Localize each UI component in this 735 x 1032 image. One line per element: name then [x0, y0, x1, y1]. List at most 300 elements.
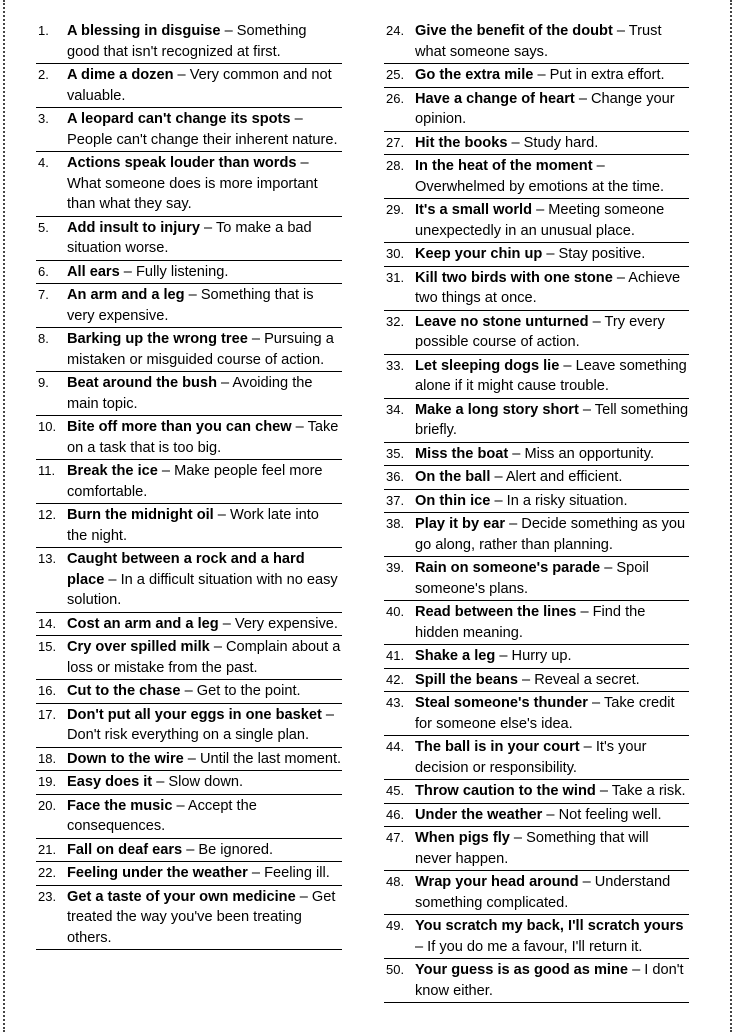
idiom-number: 39.	[386, 560, 405, 575]
idiom-definition: Alert and efficient.	[505, 469, 623, 485]
idiom-text	[415, 356, 689, 397]
idiom-dash: –	[600, 560, 617, 576]
idiom-term: The ball is in your court	[415, 739, 580, 755]
idiom-dash: –	[184, 287, 201, 303]
idiom-number: 32.	[386, 313, 405, 329]
idiom-item	[384, 311, 689, 355]
idiom-term: Fall on deaf ears	[67, 841, 183, 858]
idiom-text	[67, 285, 342, 326]
idiom-item	[36, 680, 342, 704]
idiom-definition: Tell something briefly.	[415, 401, 689, 438]
idiom-number: 13.	[38, 551, 57, 566]
idiom-number: 31.	[386, 269, 405, 285]
idiom-text	[67, 461, 342, 502]
idiom-text	[415, 828, 689, 869]
idiom-definition: Work late into the night.	[67, 507, 319, 544]
idiom-term: Steal someone's thunder	[415, 695, 588, 711]
idiom-item	[384, 513, 689, 557]
idiom-definition: Put in extra effort.	[549, 67, 665, 83]
idiom-definition: Something good that isn't recognized at first.	[67, 23, 307, 60]
idiom-dash: –	[578, 874, 595, 890]
idiom-text	[67, 329, 342, 370]
idiom-definition: Overwhelmed by emotions at the time.	[415, 178, 665, 195]
idiom-definition: Trust what someone says.	[415, 23, 662, 60]
idiom-number: 42.	[386, 671, 405, 687]
idiom-term: On the ball	[415, 469, 491, 485]
idiom-dash: –	[119, 263, 136, 280]
idiom-number: 8.	[38, 331, 49, 346]
idiom-item	[384, 132, 689, 156]
idiom-definition: Reveal a secret.	[534, 671, 640, 688]
idiom-text	[67, 772, 342, 793]
idiom-term: On thin ice	[415, 492, 491, 509]
idiom-term: Go the extra mile	[415, 67, 534, 83]
idiom-dash: –	[321, 706, 335, 723]
idiom-item	[384, 267, 689, 311]
idiom-definition: In a difficult situation with no easy solution.	[67, 571, 338, 608]
idiom-dash: –	[576, 604, 593, 620]
idiom-text	[415, 646, 689, 667]
idiom-number: 33.	[386, 357, 405, 373]
idiom-term: Get a taste of your own medicine	[67, 888, 296, 905]
idiom-dash: –	[542, 246, 559, 262]
idiom-term: Read between the lines	[415, 604, 577, 620]
idiom-term: Easy does it	[67, 774, 153, 790]
idiom-dash: –	[508, 445, 525, 462]
idiom-definition: Take on a task that is too big.	[67, 419, 339, 456]
idiom-item	[384, 355, 689, 399]
idiom-text	[67, 549, 342, 611]
idiom-item	[384, 155, 689, 199]
idiom-term: Caught between a rock and a hard place	[67, 551, 305, 588]
idiom-item	[384, 64, 689, 88]
idiom-text	[67, 262, 342, 283]
idiom-number: 38.	[386, 516, 405, 531]
idiom-dash: –	[612, 269, 629, 286]
idiom-dash: –	[595, 783, 612, 799]
idiom-item	[36, 20, 342, 64]
idiom-number: 23.	[38, 888, 57, 904]
idiom-dash: –	[247, 865, 265, 881]
idiom-text	[415, 781, 689, 802]
idiom-text	[415, 200, 689, 241]
idiom-definition: Take credit for someone else's idea.	[415, 695, 675, 732]
idiom-text	[415, 156, 689, 197]
idiom-definition: Meeting someone unexpectedly in an unusual place.	[415, 202, 665, 239]
idiom-term: Give the benefit of the doubt	[415, 23, 613, 39]
idiom-number: 46.	[386, 806, 405, 822]
idiom-dash: –	[152, 774, 169, 790]
idiom-number: 11.	[38, 463, 56, 478]
idiom-definition: Understand something complicated.	[415, 874, 671, 911]
idiom-term: Leave no stone unturned	[415, 313, 589, 330]
idiom-term: Let sleeping dogs lie	[415, 357, 560, 374]
idiom-text	[67, 21, 342, 62]
idiom-definition: Very expensive.	[234, 615, 338, 632]
right-dotted-border	[730, 0, 732, 1032]
idiom-number: 43.	[386, 695, 405, 710]
idiom-list-left-column	[36, 20, 342, 950]
idiom-term: Break the ice	[67, 463, 158, 479]
idiom-item	[384, 20, 689, 64]
idiom-number: 6.	[38, 263, 49, 279]
idiom-term: Feeling under the weather	[67, 865, 248, 881]
idiom-definition: Decide something as you go along, rather than planning.	[415, 516, 686, 553]
idiom-term: Make a long story short	[415, 401, 579, 418]
idiom-term: Throw caution to the wind	[415, 783, 596, 799]
idiom-number: 19.	[38, 774, 57, 789]
idiom-term: Under the weather	[415, 806, 543, 823]
idiom-dash: –	[587, 695, 604, 711]
idiom-text	[67, 637, 342, 678]
idiom-item	[36, 64, 342, 108]
idiom-text	[415, 805, 689, 826]
idiom-item	[36, 704, 342, 748]
idiom-item	[384, 827, 689, 871]
idiom-term: Cut to the chase	[67, 683, 181, 699]
idiom-dash: –	[183, 750, 200, 767]
idiom-item	[36, 613, 342, 637]
idiom-dash: –	[505, 516, 522, 532]
idiom-number: 24.	[386, 23, 405, 38]
idiom-term: Keep your chin up	[415, 246, 543, 262]
idiom-item	[36, 748, 342, 772]
idiom-item	[384, 645, 689, 669]
idiom-text	[67, 796, 342, 837]
idiom-dash: –	[574, 90, 592, 107]
idiom-definition: Accept the consequences.	[67, 797, 257, 834]
idiom-definition: Take a risk.	[611, 783, 686, 799]
idiom-number: 49.	[386, 918, 405, 933]
idiom-text	[415, 872, 689, 913]
idiom-number: 40.	[386, 604, 405, 619]
idiom-text	[67, 863, 342, 884]
idiom-number: 3.	[38, 111, 49, 126]
idiom-text	[415, 960, 689, 1001]
idiom-dash: –	[533, 67, 550, 83]
idiom-text	[67, 65, 342, 106]
idiom-definition: If you do me a favour, I'll return it.	[427, 938, 643, 955]
idiom-term: An arm and a leg	[67, 287, 185, 303]
idiom-dash: –	[490, 492, 507, 509]
idiom-number: 5.	[38, 219, 49, 235]
idiom-number: 34.	[386, 401, 405, 417]
idiom-term: Spill the beans	[415, 671, 518, 688]
idiom-term: Beat around the bush	[67, 375, 217, 391]
idiom-number: 1.	[38, 23, 49, 38]
idiom-term: Shake a leg	[415, 648, 496, 664]
idiom-number: 20.	[38, 797, 57, 813]
idiom-dash: –	[612, 23, 629, 39]
idiom-definition: Miss an opportunity.	[524, 445, 654, 462]
idiom-list-right-column	[384, 20, 689, 1003]
idiom-definition: It's your decision or responsibility.	[415, 739, 647, 776]
idiom-dash: –	[507, 134, 524, 151]
idiom-item	[36, 372, 342, 416]
idiom-dash: –	[588, 313, 605, 330]
idiom-term: Add insult to injury	[67, 219, 200, 236]
idiom-item	[384, 669, 689, 693]
idiom-item	[36, 862, 342, 886]
idiom-number: 2.	[38, 67, 49, 82]
idiom-text	[67, 705, 342, 746]
idiom-item	[36, 636, 342, 680]
idiom-text	[415, 916, 689, 957]
idiom-dash: –	[173, 67, 190, 83]
idiom-number: 17.	[38, 706, 57, 722]
idiom-item	[36, 284, 342, 328]
idiom-dash: –	[628, 962, 645, 978]
idiom-text	[67, 373, 342, 414]
idiom-dash: –	[218, 615, 235, 632]
idiom-number: 37.	[386, 492, 405, 508]
idiom-item	[384, 915, 689, 959]
idiom-text	[67, 887, 342, 949]
idiom-item	[384, 780, 689, 804]
idiom-term: All ears	[67, 263, 120, 280]
idiom-definition: What someone does is more important than what they say.	[67, 175, 318, 212]
idiom-number: 45.	[386, 783, 405, 798]
idiom-dash: –	[182, 841, 199, 858]
idiom-definition: Achieve two things at once.	[415, 269, 681, 306]
idiom-item	[384, 692, 689, 736]
idiom-item	[384, 557, 689, 601]
idiom-item	[36, 108, 342, 152]
idiom-dash: –	[217, 375, 233, 391]
idiom-definition: To make a bad situation worse.	[67, 219, 312, 256]
idiom-text	[415, 400, 689, 441]
idiom-number: 12.	[38, 507, 57, 522]
idiom-item	[36, 795, 342, 839]
idiom-definition: Until the last moment.	[199, 750, 342, 767]
idiom-number: 26.	[386, 90, 405, 106]
idiom-text	[415, 602, 689, 643]
idiom-item	[384, 88, 689, 132]
idiom-dash: –	[213, 507, 230, 523]
idiom-dash: –	[495, 648, 512, 664]
idiom-item	[384, 959, 689, 1003]
idiom-term: Cry over spilled milk	[67, 639, 210, 655]
idiom-dash: –	[592, 158, 605, 174]
idiom-item	[36, 548, 342, 613]
idiom-item	[384, 443, 689, 467]
idiom-dash: –	[415, 938, 428, 955]
idiom-text	[67, 109, 342, 150]
idiom-text	[415, 21, 689, 62]
idiom-item	[36, 771, 342, 795]
idiom-term: Actions speak louder than words	[67, 155, 297, 171]
idiom-definition: Get to the point.	[196, 683, 301, 699]
idiom-term: Cost an arm and a leg	[67, 615, 219, 632]
idiom-text	[415, 491, 689, 512]
idiom-text	[67, 749, 342, 770]
idiom-item	[384, 199, 689, 243]
idiom-text	[67, 614, 342, 635]
idiom-dash: –	[247, 331, 265, 347]
idiom-text	[415, 514, 689, 555]
idiom-dash: –	[490, 469, 506, 485]
idiom-term: Don't put all your eggs in one basket	[67, 706, 322, 723]
idiom-text	[415, 65, 689, 86]
idiom-text	[67, 681, 342, 702]
idiom-dash: –	[172, 797, 188, 814]
idiom-term: Have a change of heart	[415, 90, 575, 107]
idiom-item	[384, 871, 689, 915]
idiom-item	[36, 886, 342, 951]
idiom-item	[384, 601, 689, 645]
idiom-item	[384, 243, 689, 267]
idiom-definition: Find the hidden meaning.	[415, 604, 646, 641]
idiom-dash: –	[291, 419, 308, 435]
idiom-dash: –	[542, 806, 559, 823]
idiom-definition: I don't know either.	[415, 962, 684, 999]
idiom-dash: –	[296, 155, 309, 171]
idiom-text	[415, 268, 689, 309]
idiom-dash: –	[509, 830, 527, 846]
idiom-dash: –	[559, 357, 576, 374]
idiom-definition: Stay positive.	[558, 246, 646, 262]
idiom-definition: People can't change their inherent nature.	[67, 131, 338, 148]
idiom-text	[415, 244, 689, 265]
idiom-item	[36, 152, 342, 217]
idiom-dash: –	[157, 463, 175, 479]
idiom-term: Wrap your head around	[415, 874, 579, 890]
idiom-number: 44.	[386, 739, 405, 754]
idiom-definition: Feeling ill.	[264, 865, 330, 881]
idiom-item	[384, 466, 689, 490]
idiom-item	[36, 261, 342, 285]
idiom-text	[415, 693, 689, 734]
idiom-definition: Spoil someone's plans.	[415, 560, 649, 597]
idiom-definition: Try every possible course of action.	[415, 313, 665, 350]
idiom-term: When pigs fly	[415, 830, 510, 846]
idiom-number: 21.	[38, 841, 57, 857]
idiom-dash: –	[199, 219, 216, 236]
idiom-dash: –	[579, 739, 596, 755]
idiom-term: Barking up the wrong tree	[67, 331, 248, 347]
idiom-text	[415, 737, 689, 778]
idiom-number: 16.	[38, 683, 57, 698]
idiom-definition: In a risky situation.	[506, 492, 628, 509]
idiom-number: 15.	[38, 639, 57, 654]
idiom-term: Rain on someone's parade	[415, 560, 601, 576]
idiom-definition: Very common and not valuable.	[67, 67, 332, 104]
idiom-number: 27.	[386, 134, 405, 150]
idiom-item	[384, 736, 689, 780]
idiom-text	[415, 444, 689, 465]
idiom-number: 14.	[38, 615, 57, 631]
idiom-text	[415, 670, 689, 691]
idiom-definition: Hurry up.	[511, 648, 572, 664]
idiom-term: You scratch my back, I'll scratch yours	[415, 918, 684, 934]
idiom-text	[415, 89, 689, 130]
idiom-text	[67, 153, 342, 215]
idiom-term: Your guess is as good as mine	[415, 962, 629, 978]
idiom-term: A leopard can't change its spots	[67, 111, 291, 127]
idiom-item	[36, 328, 342, 372]
idiom-definition: Something that will never happen.	[415, 830, 649, 867]
idiom-dash: –	[578, 401, 595, 418]
idiom-definition: Study hard.	[523, 134, 599, 151]
idiom-term: It's a small world	[415, 202, 533, 218]
idiom-number: 29.	[386, 202, 405, 217]
idiom-text	[67, 218, 342, 259]
idiom-definition: Leave something alone if it might cause trouble.	[415, 357, 687, 394]
idiom-item	[36, 504, 342, 548]
idiom-text	[67, 417, 342, 458]
idiom-item	[384, 399, 689, 443]
idiom-text	[415, 558, 689, 599]
idiom-number: 48.	[386, 874, 405, 889]
idiom-number: 30.	[386, 246, 405, 261]
idiom-number: 10.	[38, 419, 57, 434]
idiom-definition: Not feeling well.	[558, 806, 662, 823]
idiom-number: 28.	[386, 158, 405, 173]
idiom-item	[36, 839, 342, 863]
idiom-term: A dime a dozen	[67, 67, 174, 83]
idiom-text	[67, 840, 342, 861]
idiom-number: 36.	[386, 469, 405, 484]
idiom-definition: Complain about a loss or mistake from the past.	[67, 639, 341, 676]
idiom-number: 50.	[386, 962, 405, 977]
idiom-number: 22.	[38, 865, 57, 880]
idiom-term: Miss the boat	[415, 445, 509, 462]
idiom-dash: –	[209, 639, 226, 655]
idiom-text	[415, 133, 689, 154]
idiom-term: Hit the books	[415, 134, 508, 151]
idiom-text	[415, 312, 689, 353]
idiom-dash: –	[220, 23, 237, 39]
idiom-term: Play it by ear	[415, 516, 506, 532]
idiom-definition: Slow down.	[168, 774, 244, 790]
idiom-text	[67, 505, 342, 546]
idiom-item	[384, 490, 689, 514]
idiom-item	[36, 217, 342, 261]
idiom-definition: Pursuing a mistaken or misguided course of action.	[67, 331, 334, 368]
idiom-item	[36, 416, 342, 460]
idiom-term: Down to the wire	[67, 750, 184, 767]
idiom-dash: –	[104, 571, 121, 588]
idiom-dash: –	[180, 683, 197, 699]
idiom-item	[384, 804, 689, 828]
idiom-number: 47.	[386, 830, 405, 845]
idiom-term: A blessing in disguise	[67, 23, 221, 39]
idiom-definition: Be ignored.	[198, 841, 274, 858]
idiom-definition: Avoiding the main topic.	[67, 375, 313, 412]
idiom-term: Kill two birds with one stone	[415, 269, 613, 286]
idiom-number: 9.	[38, 375, 49, 390]
idiom-dash: –	[518, 671, 535, 688]
idiom-number: 41.	[386, 648, 405, 663]
left-dotted-border	[3, 0, 5, 1032]
idiom-dash: –	[290, 111, 303, 127]
idiom-number: 25.	[386, 67, 405, 82]
idiom-dash: –	[295, 888, 312, 905]
idiom-definition: Don't risk everything on a single plan.	[67, 727, 310, 743]
idiom-definition: Make people feel more comfortable.	[67, 463, 323, 500]
idiom-dash: –	[532, 202, 549, 218]
idiom-number: 7.	[38, 287, 49, 302]
idiom-number: 35.	[386, 445, 405, 461]
idiom-definition: Get treated the way you've been treating others.	[67, 888, 336, 946]
idiom-number: 18.	[38, 750, 57, 766]
idiom-text	[415, 467, 689, 488]
idiom-number: 4.	[38, 155, 49, 170]
idiom-definition: Something that is very expensive.	[67, 287, 314, 324]
idiom-definition: Change your opinion.	[415, 90, 675, 127]
idiom-term: Bite off more than you can chew	[67, 419, 292, 435]
idiom-term: In the heat of the moment	[415, 158, 593, 174]
